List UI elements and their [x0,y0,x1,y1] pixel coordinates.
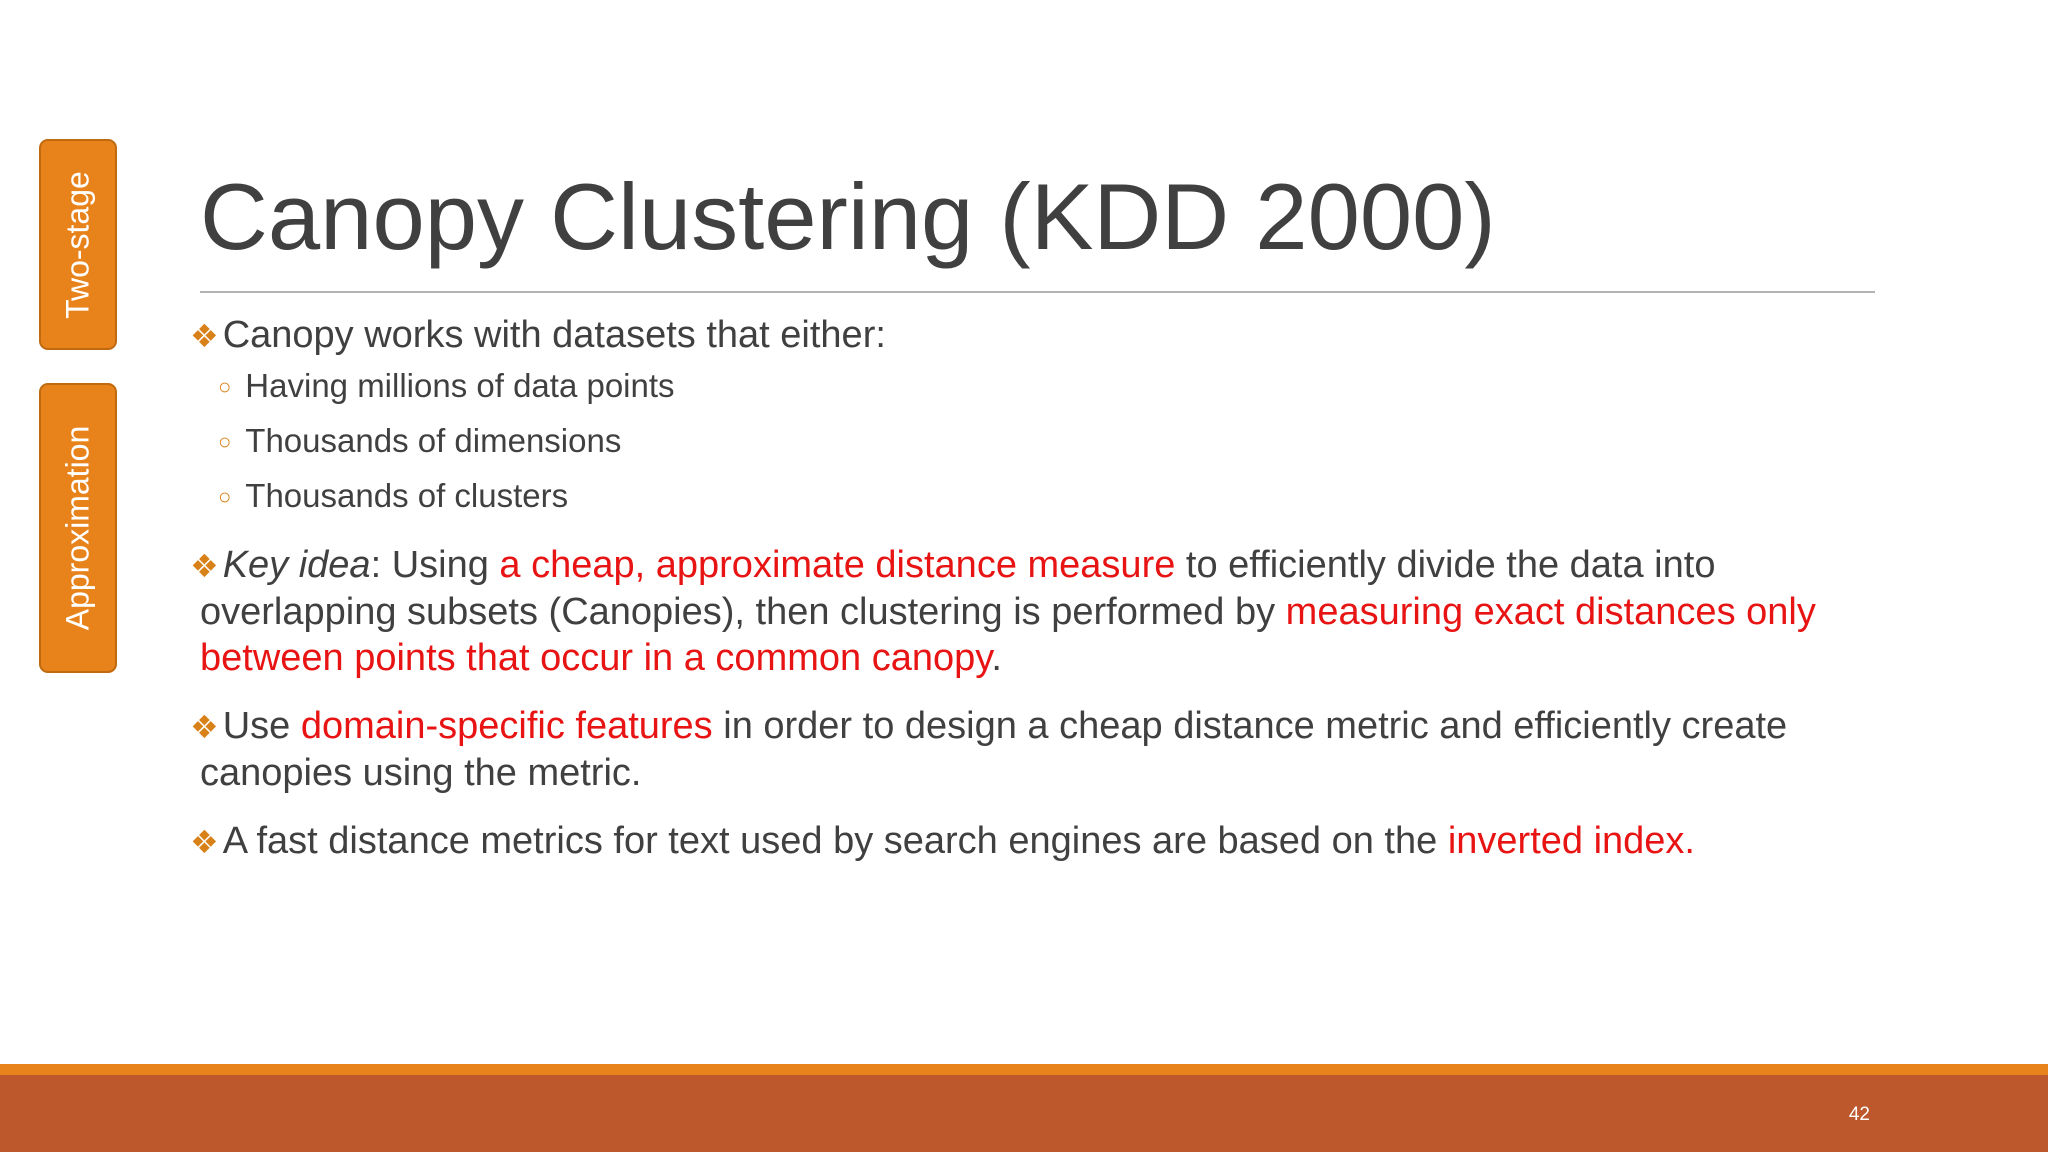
diamond-bullet-icon: ❖ [190,318,219,354]
bullet-inverted-index [190,818,1880,865]
highlight-text: measuring exact distances only between points that occur in a common canopy [200,591,1816,679]
bullet-text: to efficiently divide the data into overlapping subsets (Canopies), then clustering is performed by [200,544,1716,633]
bullet-text: Canopy works with datasets that either: [222,314,886,356]
highlight-text: domain-specific features [300,705,713,747]
bullet-domain-features [190,703,1880,796]
two-stage-tab-label: Two-stage [59,170,96,319]
approximation-tab-label: Approximation [59,425,96,631]
approximation-tab [39,383,117,673]
highlight-text: inverted index. [1447,820,1695,862]
bullet-text: A fast distance metrics for text used by search engines are based on the [222,820,1448,862]
circle-bullet-icon: ○ [218,374,232,399]
diamond-bullet-icon: ❖ [190,824,219,860]
page-number: 42 [1848,1104,1870,1125]
bullet-text: . [991,637,1002,679]
sub-bullet-clusters [190,469,1880,524]
sub-bullet-text: Having millions of data points [245,367,675,404]
highlight-text: a cheap, approximate distance measure [499,544,1176,586]
sub-bullet-millions [190,359,1880,414]
slide-body [190,312,1880,865]
bullet-canopy-datasets [190,312,1880,359]
slide-title: Canopy Clustering (KDD 2000) [200,164,1496,269]
diamond-bullet-icon: ❖ [190,709,219,745]
bullet-text: : Using [370,544,500,586]
two-stage-tab [39,139,117,350]
bullet-text: in order to design a cheap distance metric and efficiently create canopies using the metric. [200,705,1788,794]
diamond-bullet-icon: ❖ [190,548,219,584]
sub-bullet-text: Thousands of clusters [245,477,569,514]
title-divider [200,291,1875,293]
circle-bullet-icon: ○ [218,484,232,509]
footer-bar [0,1075,2048,1152]
sub-bullet-text: Thousands of dimensions [245,422,622,459]
bullet-key-idea [190,542,1880,681]
footer-accent-strip [0,1064,2048,1075]
bullet-text: Use [222,705,301,747]
sub-bullet-dimensions [190,414,1880,469]
key-idea-label: Key idea [222,544,371,586]
circle-bullet-icon: ○ [218,429,232,454]
